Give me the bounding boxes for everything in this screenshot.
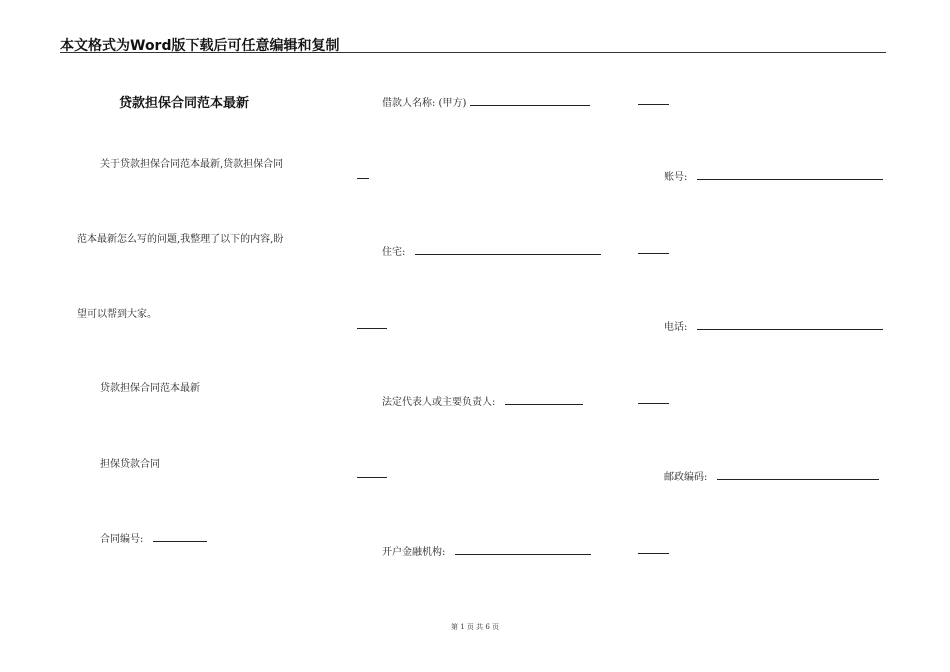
intro-line-1: 关于贷款担保合同范本最新,贷款担保合同 bbox=[100, 159, 284, 170]
account-label: 账号: bbox=[664, 172, 688, 183]
blank-line bbox=[638, 553, 669, 554]
blank-line bbox=[357, 178, 369, 179]
section-subtitle: 贷款担保合同范本最新 bbox=[100, 383, 200, 394]
account-field bbox=[664, 168, 883, 183]
postcode-blank[interactable] bbox=[717, 468, 879, 480]
intro-line-2: 范本最新怎么写的问题,我整理了以下的内容,盼 bbox=[77, 234, 284, 245]
blank-line bbox=[357, 328, 387, 329]
intro-line-3: 望可以帮到大家。 bbox=[77, 309, 157, 320]
legal-rep-label: 法定代表人或主要负责人: bbox=[382, 397, 496, 408]
postcode-field bbox=[664, 468, 879, 483]
blank-line bbox=[638, 253, 669, 254]
bank-label: 开户金融机构: bbox=[382, 547, 446, 558]
postcode-label: 邮政编码: bbox=[664, 472, 708, 483]
phone-blank[interactable] bbox=[697, 318, 883, 330]
blank-line bbox=[638, 104, 669, 105]
contract-number-blank[interactable] bbox=[153, 530, 207, 542]
bank-field bbox=[382, 543, 591, 558]
bank-blank[interactable] bbox=[455, 543, 591, 555]
document-title: 贷款担保合同范本最新 bbox=[119, 96, 250, 111]
legal-rep-field bbox=[382, 393, 583, 408]
section-heading: 担保贷款合同 bbox=[100, 459, 160, 470]
legal-rep-blank[interactable] bbox=[505, 393, 583, 405]
account-blank[interactable] bbox=[697, 168, 883, 180]
phone-label: 电话: bbox=[664, 322, 688, 333]
residence-label: 住宅: bbox=[382, 247, 406, 258]
residence-field bbox=[382, 243, 601, 258]
document-header: 本文格式为Word版下载后可任意编辑和复制 bbox=[60, 38, 340, 54]
borrower-name-field bbox=[382, 94, 590, 109]
borrower-name-blank[interactable] bbox=[470, 94, 590, 106]
phone-field bbox=[664, 318, 883, 333]
blank-line bbox=[357, 477, 387, 478]
header-divider bbox=[60, 52, 886, 53]
residence-blank[interactable] bbox=[415, 243, 601, 255]
blank-line bbox=[638, 403, 669, 404]
contract-number-label: 合同编号: bbox=[100, 534, 144, 545]
borrower-name-label: 借款人名称: (甲方) bbox=[382, 98, 467, 109]
page-number: 第 1 页 共 6 页 bbox=[450, 623, 500, 631]
contract-number-field bbox=[100, 530, 207, 545]
